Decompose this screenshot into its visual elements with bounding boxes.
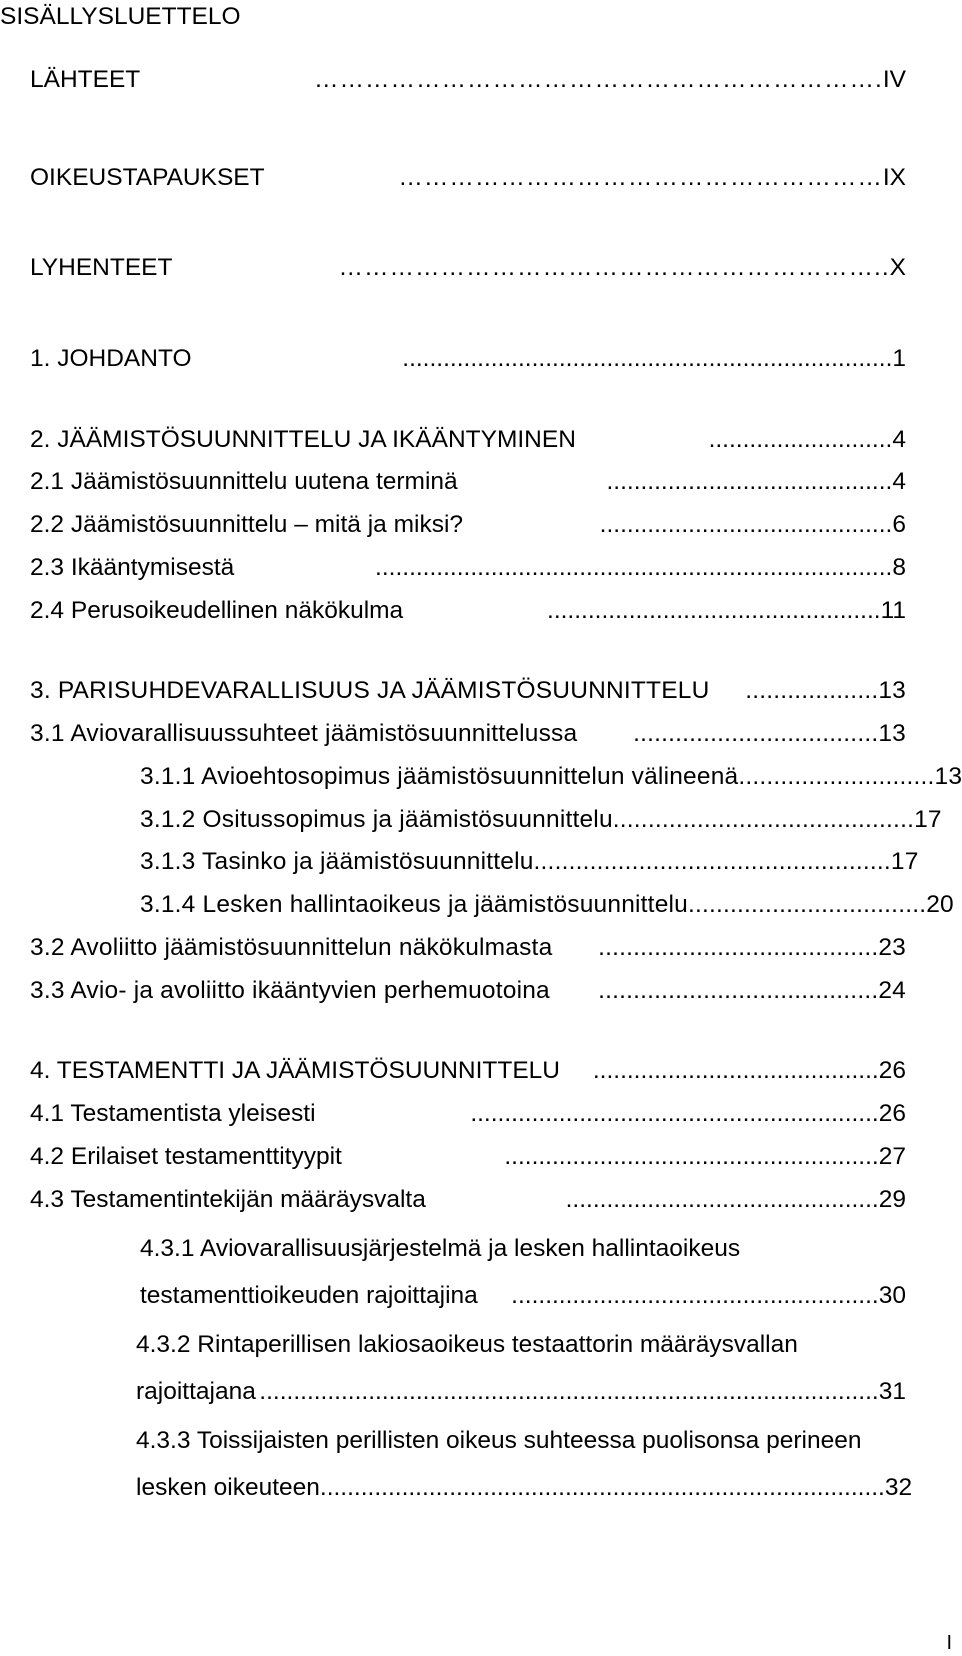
toc-entry-4-1[interactable]: [30, 1099, 906, 1129]
toc-leader: ..................................: [687, 891, 927, 918]
toc-entry-label: rajoittajana: [136, 1378, 256, 1405]
toc-entry-lyhenteet[interactable]: [30, 253, 906, 283]
toc-page-number: 27: [878, 1143, 906, 1170]
toc-entry-label: LYHENTEET: [30, 254, 173, 281]
toc-entry-2-2[interactable]: [30, 510, 906, 540]
toc-page-number: 30: [878, 1282, 906, 1309]
page-title: SISÄLLYSLUETTELO: [0, 3, 241, 30]
toc-entry-3-2[interactable]: [30, 933, 906, 963]
toc-entry-4-3-1-line2[interactable]: [140, 1281, 906, 1311]
toc-entry-label: 2.1 Jäämistösuunnittelu uutena terminä: [30, 468, 458, 495]
toc-page-number: 11: [880, 597, 906, 624]
toc-entry-2-3[interactable]: [30, 553, 906, 583]
toc-page-number: 20: [926, 891, 954, 918]
toc-entry-label: LÄHTEET: [30, 66, 141, 93]
toc-entry-4-3-3-line2[interactable]: [136, 1473, 913, 1503]
toc-entry-chapter-4[interactable]: [30, 1056, 906, 1086]
toc-entry-johdanto[interactable]: [30, 344, 906, 374]
toc-entry-4-3-3-line1[interactable]: [136, 1426, 906, 1456]
toc-entry-chapter-3[interactable]: [30, 676, 906, 706]
toc-page-number: 23: [878, 934, 906, 961]
toc-page-number: IV: [882, 66, 906, 93]
toc-entry-label: 2.4 Perusoikeudellinen näkökulma: [30, 597, 404, 624]
toc-page-number: 29: [878, 1186, 906, 1213]
toc-page-number: X: [889, 254, 906, 281]
toc-page-number: 13: [878, 677, 906, 704]
toc-leader: ...........................: [745, 763, 935, 790]
toc-entry-label: lesken oikeuteen: [136, 1474, 320, 1501]
toc-leader: ..............................................: [565, 1186, 879, 1213]
toc-entry-label: 4.3.3 Toissijaisten perillisten oikeus suhteessa puolisonsa perineen: [136, 1427, 862, 1454]
toc-leader: ...........................................: [599, 511, 893, 538]
toc-entry-label: 2.2 Jäämistösuunnittelu – mitä ja miksi?: [30, 511, 464, 538]
toc-page-number: 17: [914, 806, 942, 833]
toc-entry-4-3[interactable]: [30, 1185, 906, 1215]
toc-page-number: 13: [934, 763, 962, 790]
toc-entry-2-1[interactable]: [30, 467, 906, 497]
toc-leader: ............................................................: [470, 1100, 879, 1127]
toc-entry-label: 4.1 Testamentista yleisesti: [30, 1100, 316, 1127]
toc-leader: ..........................................: [606, 468, 893, 495]
toc-entry-label: 4. TESTAMENTTI JA JÄÄMISTÖSUUNNITTELU: [30, 1057, 560, 1084]
toc-leader: ..........................................: [592, 1057, 879, 1084]
toc-entry-4-3-2-line2[interactable]: [136, 1377, 906, 1407]
toc-entry-label: OIKEUSTAPAUKSET: [30, 164, 265, 191]
toc-page-number: .1: [885, 345, 906, 372]
toc-leader: .......................................................: [504, 1143, 879, 1170]
toc-entry-label: 3.1.2 Ositussopimus ja jäämistösuunnittelu: [140, 806, 613, 833]
page-number: I: [946, 1632, 952, 1654]
toc-page-number: 26: [878, 1057, 906, 1084]
toc-entry-4-3-2-line1[interactable]: [136, 1330, 906, 1360]
toc-entry-oikeustapaukset[interactable]: [30, 163, 906, 193]
toc-leader: .......................................................................: [402, 345, 886, 372]
toc-leader: ...................: [745, 677, 879, 704]
toc-page-number: 17: [890, 848, 919, 875]
toc-entry-4-3-1-line1[interactable]: [140, 1234, 906, 1264]
toc-entry-lahteet[interactable]: [30, 65, 906, 95]
toc-page-number: 24: [878, 977, 906, 1004]
toc-leader: ......................................................: [511, 1282, 879, 1309]
toc-entry-label: 4.3 Testamentintekijän määräysvalta: [30, 1186, 426, 1213]
toc-page-number: 13: [878, 720, 906, 747]
toc-leader: ...........................................................................................: [259, 1378, 879, 1405]
toc-entry-label: testamenttioikeuden rajoittajina: [140, 1282, 478, 1309]
toc-leader: ............................................................................: [375, 554, 893, 581]
toc-entry-2-4[interactable]: [30, 596, 906, 626]
toc-entry-4-2[interactable]: [30, 1142, 906, 1172]
toc-entry-label: 4.3.1 Aviovarallisuusjärjestelmä ja lesken hallintaoikeus: [140, 1235, 741, 1262]
toc-entry-label: 4.2 Erilaiset testamenttityypit: [30, 1143, 342, 1170]
toc-entry-label: 2. JÄÄMISTÖSUUNNITTELU JA IKÄÄNTYMINEN: [30, 426, 576, 453]
toc-entry-chapter-2[interactable]: [30, 425, 906, 455]
toc-entry-3-1[interactable]: [30, 719, 906, 749]
toc-entry-label: 3.1.4 Lesken hallintaoikeus ja jäämistösuunnittelu: [140, 891, 688, 918]
toc-entry-label: 3.1.1 Avioehtosopimus jäämistösuunnittelun välineenä.: [140, 763, 746, 790]
toc-leader: ...................................................: [533, 848, 891, 875]
toc-entry-label: 3.1.3 Tasinko ja jäämistösuunnittelu: [140, 848, 534, 875]
toc-page-number: IX: [882, 164, 906, 191]
toc-entry-label: 3.2 Avoliitto jäämistösuunnittelun näkökulmasta: [30, 934, 553, 961]
toc-leader: …………………………………………………: [398, 164, 883, 191]
toc-entry-label: 2.3 Ikääntymisestä: [30, 554, 235, 581]
toc-page-number: 6: [892, 511, 906, 538]
toc-entry-label: 1. JOHDANTO: [30, 345, 192, 372]
toc-entry-3-1-3[interactable]: [140, 847, 919, 877]
toc-entry-3-3[interactable]: [30, 976, 906, 1006]
toc-leader: ...........................................: [612, 806, 915, 833]
toc-leader: ........................................: [598, 934, 879, 961]
toc-entry-label: 3. PARISUHDEVARALLISUUS JA JÄÄMISTÖSUUNNITTELU: [30, 677, 710, 704]
toc-entry-3-1-2[interactable]: [140, 805, 942, 835]
toc-entry-label: 3.3 Avio- ja avoliitto ikääntyvien perhemuotoina: [30, 977, 550, 1004]
toc-leader: ...................................: [633, 720, 879, 747]
toc-leader: ...................................................................................: [319, 1474, 885, 1501]
toc-leader: ………………………………………………………….: [314, 66, 883, 93]
toc-leader: .................................................: [547, 597, 881, 624]
toc-entry-label: 4.3.2 Rintaperillisen lakiosaoikeus testaattorin määräysvallan: [136, 1331, 798, 1358]
toc-page-number: 31: [878, 1378, 906, 1405]
toc-entry-3-1-1[interactable]: [140, 762, 962, 792]
toc-page-number: 4: [892, 426, 906, 453]
toc-leader: ………………………………………………………..: [338, 254, 890, 281]
toc-page-number: 4: [892, 468, 906, 495]
toc-leader: ........................................: [598, 977, 879, 1004]
toc-page-number: 8: [892, 554, 906, 581]
toc-page-number: 26: [878, 1100, 906, 1127]
toc-page-number: 32: [884, 1474, 913, 1501]
toc-leader: ...........................: [708, 426, 893, 453]
toc-entry-label: 3.1 Aviovarallisuussuhteet jäämistösuunnittelussa: [30, 720, 578, 747]
toc-entry-3-1-4[interactable]: [140, 890, 954, 920]
